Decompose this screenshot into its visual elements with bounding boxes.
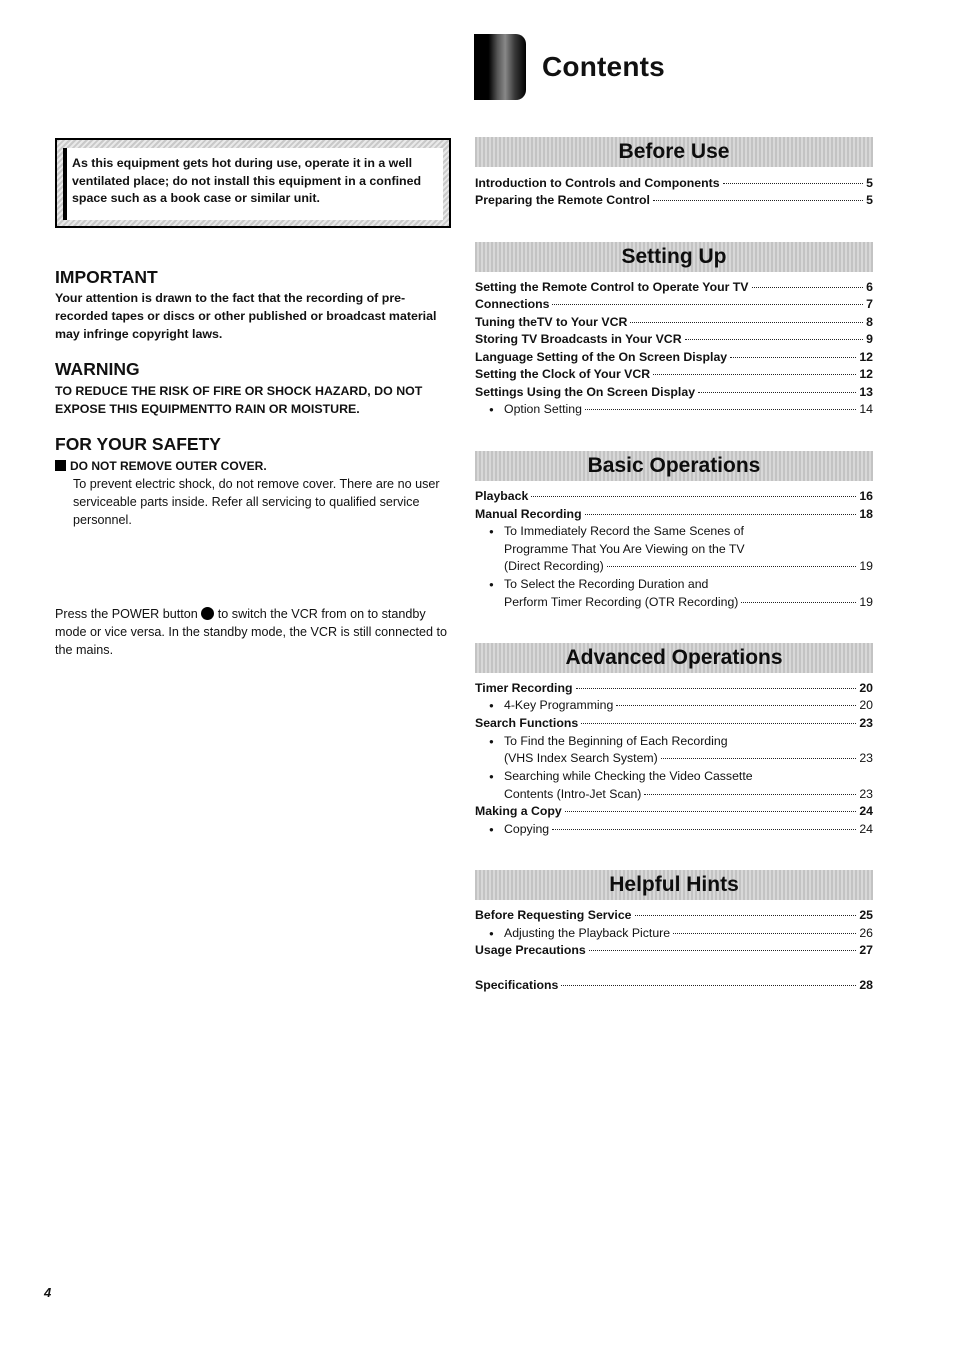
safety-text: To prevent electric shock, do not remove cover. There are no user serviceable parts inside. Refer all servicing to qualified service personnel.	[73, 477, 440, 527]
toc-subentry: ● 4-Key Programming 20	[475, 697, 873, 714]
section-banner-advanced-operations: Advanced Operations	[475, 643, 873, 673]
toc-subentry-line: ● Searching while Checking the Video Cassette	[504, 768, 753, 785]
power-button-icon	[201, 607, 214, 620]
power-note-start: Press the POWER button	[55, 607, 198, 621]
toc-subentry: Perform Timer Recording (OTR Recording) 19	[504, 595, 873, 609]
toc-subentry: Contents (Intro-Jet Scan) 23	[504, 787, 873, 801]
warning-heading: WARNING	[55, 359, 140, 379]
safety-heading: FOR YOUR SAFETY	[55, 434, 221, 454]
toc-entry: Search Functions 23	[475, 716, 873, 730]
page-title-block	[474, 34, 665, 100]
toc-subentry: (VHS Index Search System) 23	[504, 751, 873, 765]
page-title: Contents	[542, 51, 665, 82]
toc-subentry: ● Option Setting 14	[475, 401, 873, 418]
toc-entry: Introduction to Controls and Components 5	[475, 176, 873, 190]
toc-entry: Manual Recording 18	[475, 507, 873, 521]
toc-entry: Language Setting of the On Screen Display 12	[475, 350, 873, 364]
toc-entry: Specifications 28	[475, 978, 873, 992]
square-bullet-icon	[55, 460, 66, 471]
safety-subheading-text: DO NOT REMOVE OUTER COVER.	[70, 459, 267, 473]
chapter-tab-icon	[474, 34, 526, 100]
toc-entry: Before Requesting Service 25	[475, 908, 873, 922]
warning-text: TO REDUCE THE RISK OF FIRE OR SHOCK HAZARD, DO NOT EXPOSE THIS EQUIPMENTTO RAIN OR MOISTURE.	[55, 384, 423, 416]
toc-subentry-line: ● To Immediately Record the Same Scenes of	[504, 523, 744, 540]
section-banner-before-use: Before Use	[475, 137, 873, 167]
toc-subentry-line: Programme That You Are Viewing on the TV	[504, 542, 745, 556]
toc-entry: Preparing the Remote Control 5	[475, 193, 873, 207]
toc-subentry: ● Copying 24	[475, 821, 873, 838]
toc-subentry-line: ● To Select the Recording Duration and	[504, 576, 708, 593]
caution-box	[55, 138, 451, 228]
important-heading: IMPORTANT	[55, 267, 158, 287]
safety-subheading	[55, 457, 455, 475]
section-banner-basic-operations: Basic Operations	[475, 451, 873, 481]
toc-subentry: ● Adjusting the Playback Picture 26	[475, 925, 873, 942]
toc-entry: Playback 16	[475, 489, 873, 503]
power-note-end: to switch the VCR from on to standby mode or vice versa. In the standby mode, the VCR is still connected to the mains.	[55, 607, 447, 657]
toc-entry: Making a Copy 24	[475, 804, 873, 818]
toc-subentry-line: ● To Find the Beginning of Each Recording	[504, 733, 728, 750]
toc-entry: Timer Recording 20	[475, 681, 873, 695]
power-note	[55, 605, 460, 659]
toc-entry: Setting the Clock of Your VCR 12	[475, 367, 873, 381]
toc-entry: Storing TV Broadcasts in Your VCR 9	[475, 332, 873, 346]
caution-text: As this equipment gets hot during use, operate it in a well ventilated place; do not install this equipment in a confined space such as a book case or similar unit.	[63, 148, 443, 220]
section-banner-helpful-hints: Helpful Hints	[475, 870, 873, 900]
toc-entry: Usage Precautions 27	[475, 943, 873, 957]
section-banner-setting-up: Setting Up	[475, 242, 873, 272]
page-number: 4	[44, 1285, 52, 1300]
toc-subentry: (Direct Recording) 19	[504, 559, 873, 573]
toc-entry: Settings Using the On Screen Display 13	[475, 385, 873, 399]
toc-entry: Setting the Remote Control to Operate Your TV 6	[475, 280, 873, 294]
toc-entry: Tuning theTV to Your VCR 8	[475, 315, 873, 329]
toc-entry: Connections 7	[475, 297, 873, 311]
important-text: Your attention is drawn to the fact that the recording of pre-recorded tapes or discs or other published or broadcast material may infringe copyright laws.	[55, 291, 437, 341]
